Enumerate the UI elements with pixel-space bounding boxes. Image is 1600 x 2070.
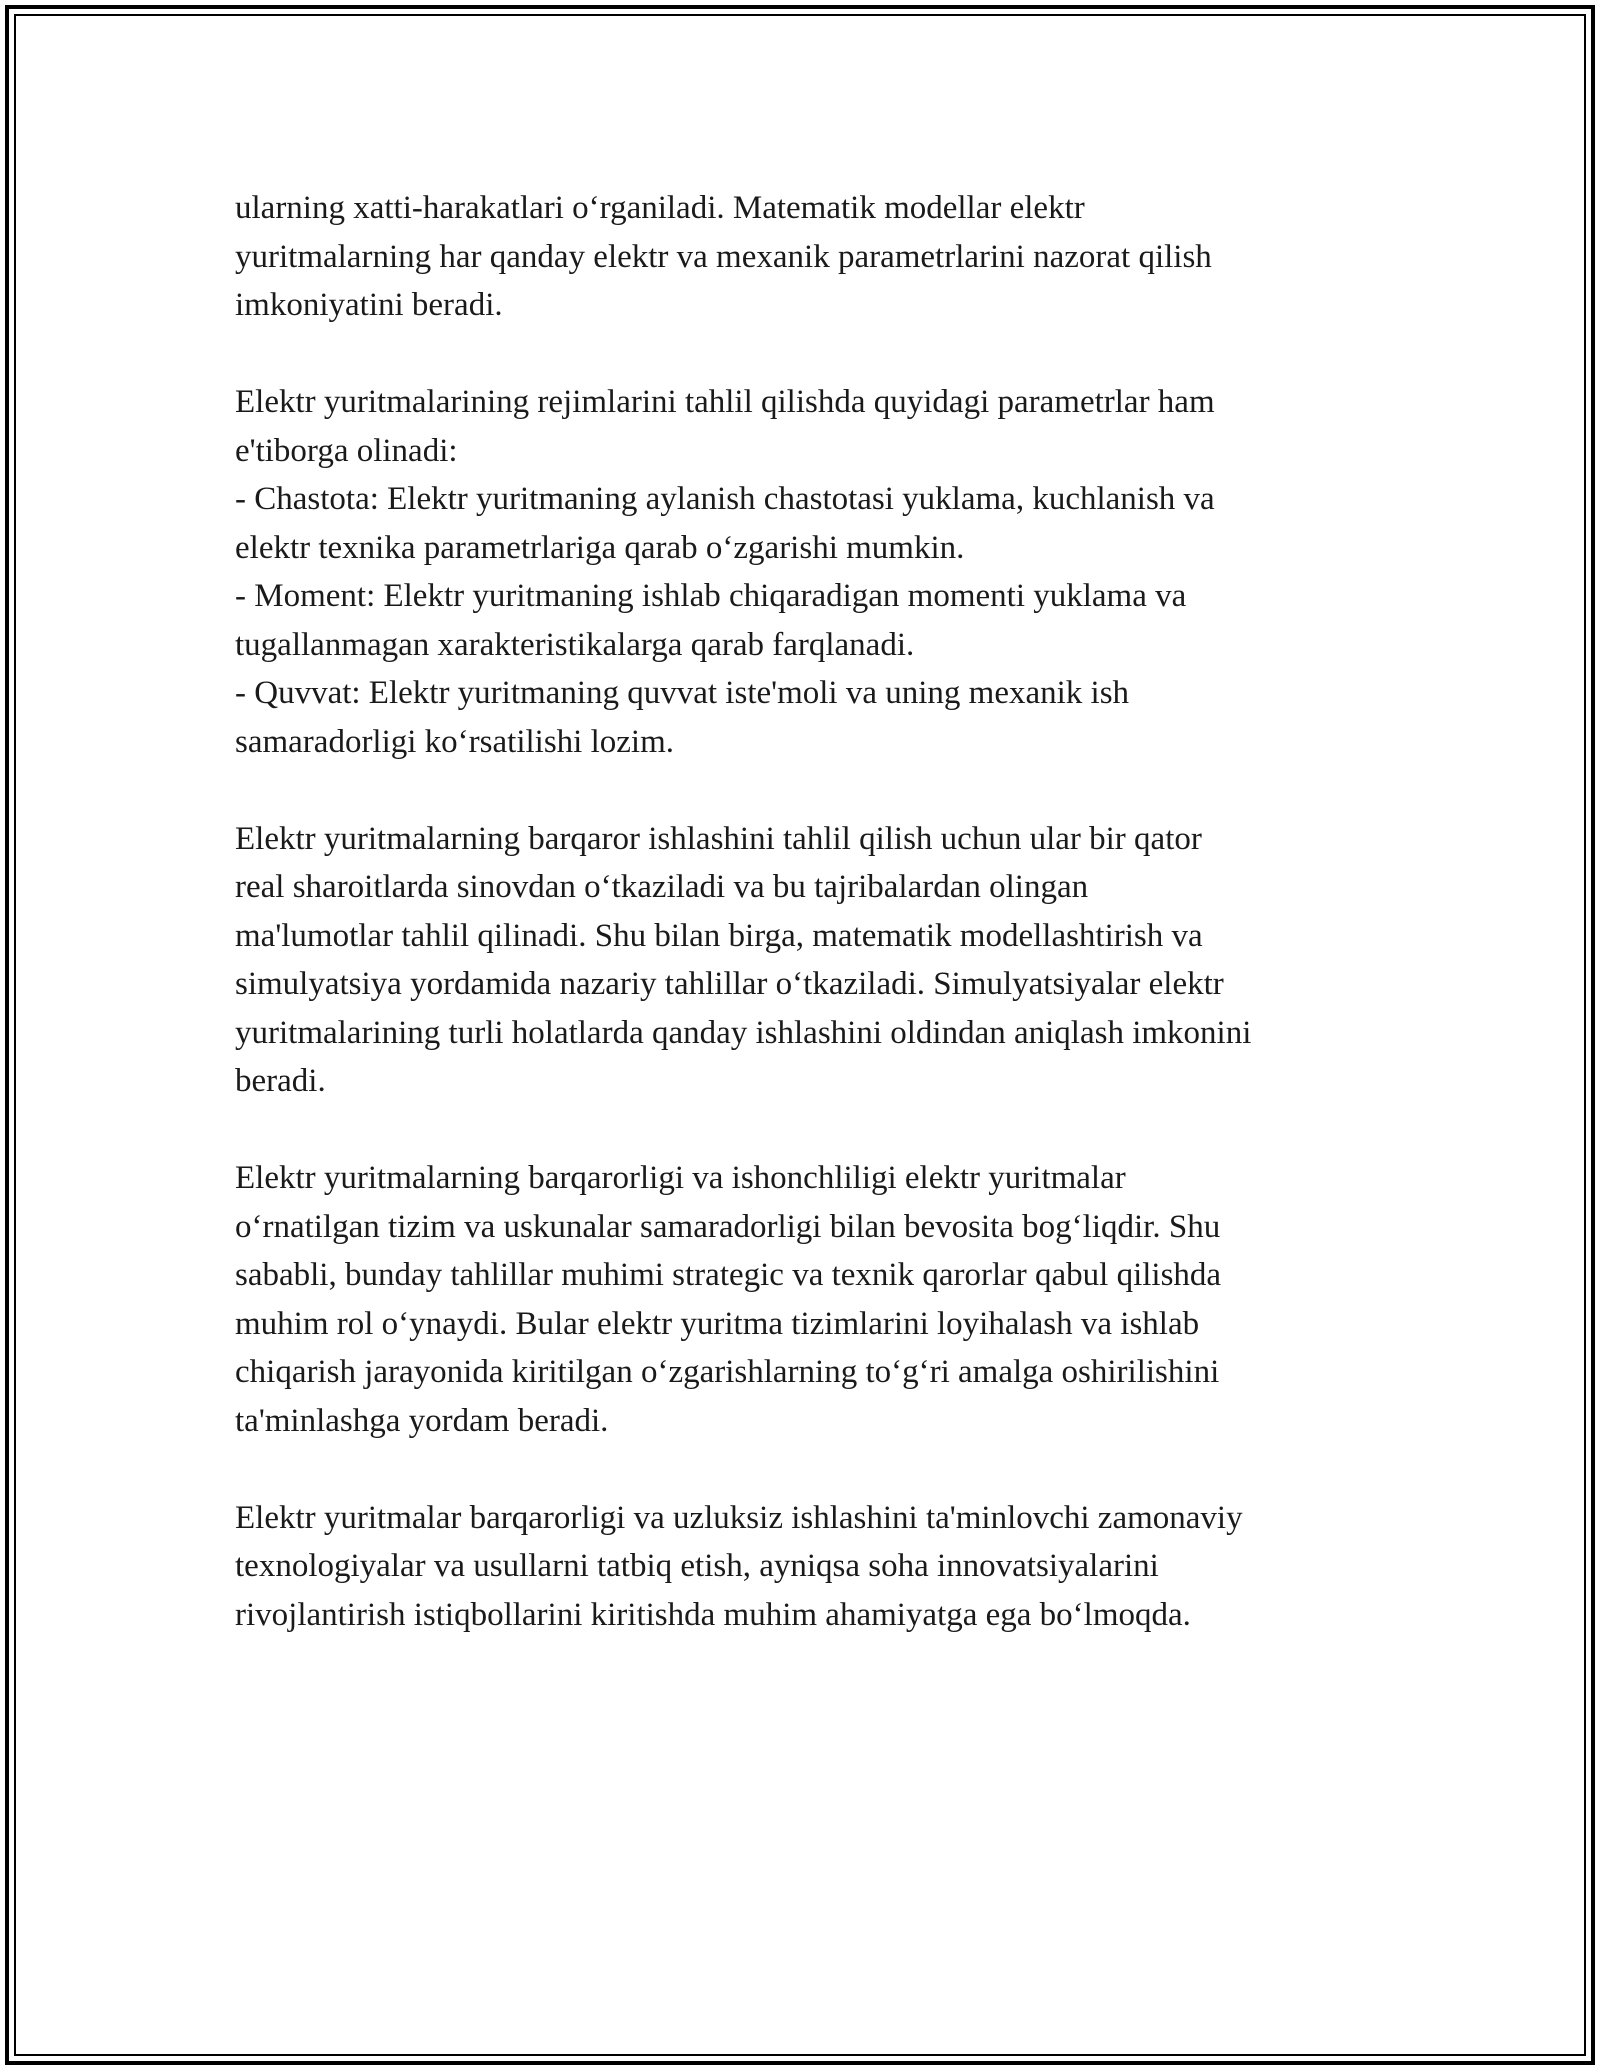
text-line: yuritmalarning har qanday elektr va mexanik parametrlarini nazorat qilish bbox=[235, 238, 1212, 275]
text-line: ularning xatti-harakatlari o‘rganiladi. Matematik modellar elektr bbox=[235, 190, 1085, 226]
text-line: imkoniyatini beradi. bbox=[235, 287, 503, 323]
text-line: texnologiyalar va usullarni tatbiq etish, ayniqsa soha innovatsiyalarini bbox=[235, 1548, 1159, 1584]
text-line: Elektr yuritmalar barqarorligi va uzluksiz ishlashini ta'minlovchi zamonaviy bbox=[235, 1499, 1243, 1536]
paragraph-4 bbox=[235, 1154, 1385, 1445]
text-line: real sharoitlarda sinovdan o‘tkaziladi va bu tajribalardan olingan bbox=[235, 869, 1089, 905]
paragraph-2 bbox=[235, 378, 1385, 766]
paragraph-3 bbox=[235, 815, 1385, 1106]
document-body bbox=[235, 184, 1385, 1688]
text-line: muhim rol o‘ynaydi. Bular elektr yuritma tizimlarini loyihalash va ishlab bbox=[235, 1305, 1200, 1342]
text-line: chiqarish jarayonida kiritilgan o‘zgarishlarning to‘g‘ri amalga oshirilishini bbox=[235, 1354, 1220, 1390]
paragraph-1 bbox=[235, 184, 1385, 330]
text-line: Elektr yuritmalarning barqarorligi va ishonchliligi elektr yuritmalar bbox=[235, 1160, 1126, 1196]
list-item-quvvat: - Quvvat: Elektr yuritmaning quvvat iste'moli va uning mexanik ish bbox=[235, 675, 1130, 711]
text-line: ma'lumotlar tahlil qilinadi. Shu bilan birga, matematik modellashtirish va bbox=[235, 917, 1203, 954]
paragraph-5 bbox=[235, 1494, 1385, 1640]
list-item-moment: - Moment: Elektr yuritmaning ishlab chiqaradigan momenti yuklama va bbox=[235, 578, 1187, 614]
text-line: Elektr yuritmalarning barqaror ishlashini tahlil qilish uchun ular bir qator bbox=[235, 820, 1202, 857]
text-line: samaradorligi ko‘rsatilishi lozim. bbox=[235, 723, 674, 760]
text-line: yuritmalarining turli holatlarda qanday ishlashini oldindan aniqlash imkonini bbox=[235, 1014, 1252, 1051]
text-line: sababli, bunday tahlillar muhimi strategic va texnik qarorlar qabul qilishda bbox=[235, 1257, 1222, 1293]
text-line: simulyatsiya yordamida nazariy tahlillar o‘tkaziladi. Simulyatsiyalar elektr bbox=[235, 966, 1224, 1002]
text-line: e'tiborga olinadi: bbox=[235, 432, 458, 469]
text-line: beradi. bbox=[235, 1063, 326, 1099]
text-line: ta'minlashga yordam beradi. bbox=[235, 1402, 609, 1439]
text-line: elektr texnika parametrlariga qarab o‘zgarishi mumkin. bbox=[235, 529, 965, 566]
text-line: rivojlantirish istiqbollarini kiritishda muhim ahamiyatga ega bo‘lmoqda. bbox=[235, 1596, 1191, 1633]
text-line: tugallanmagan xarakteristikalarga qarab farqlanadi. bbox=[235, 626, 915, 663]
text-line: Elektr yuritmalarining rejimlarini tahlil qilishda quyidagi parametrlar ham bbox=[235, 384, 1215, 420]
text-line: o‘rnatilgan tizim va uskunalar samaradorligi bilan bevosita bog‘liqdir. Shu bbox=[235, 1208, 1221, 1245]
list-item-chastota: - Chastota: Elektr yuritmaning aylanish chastotasi yuklama, kuchlanish va bbox=[235, 481, 1215, 517]
